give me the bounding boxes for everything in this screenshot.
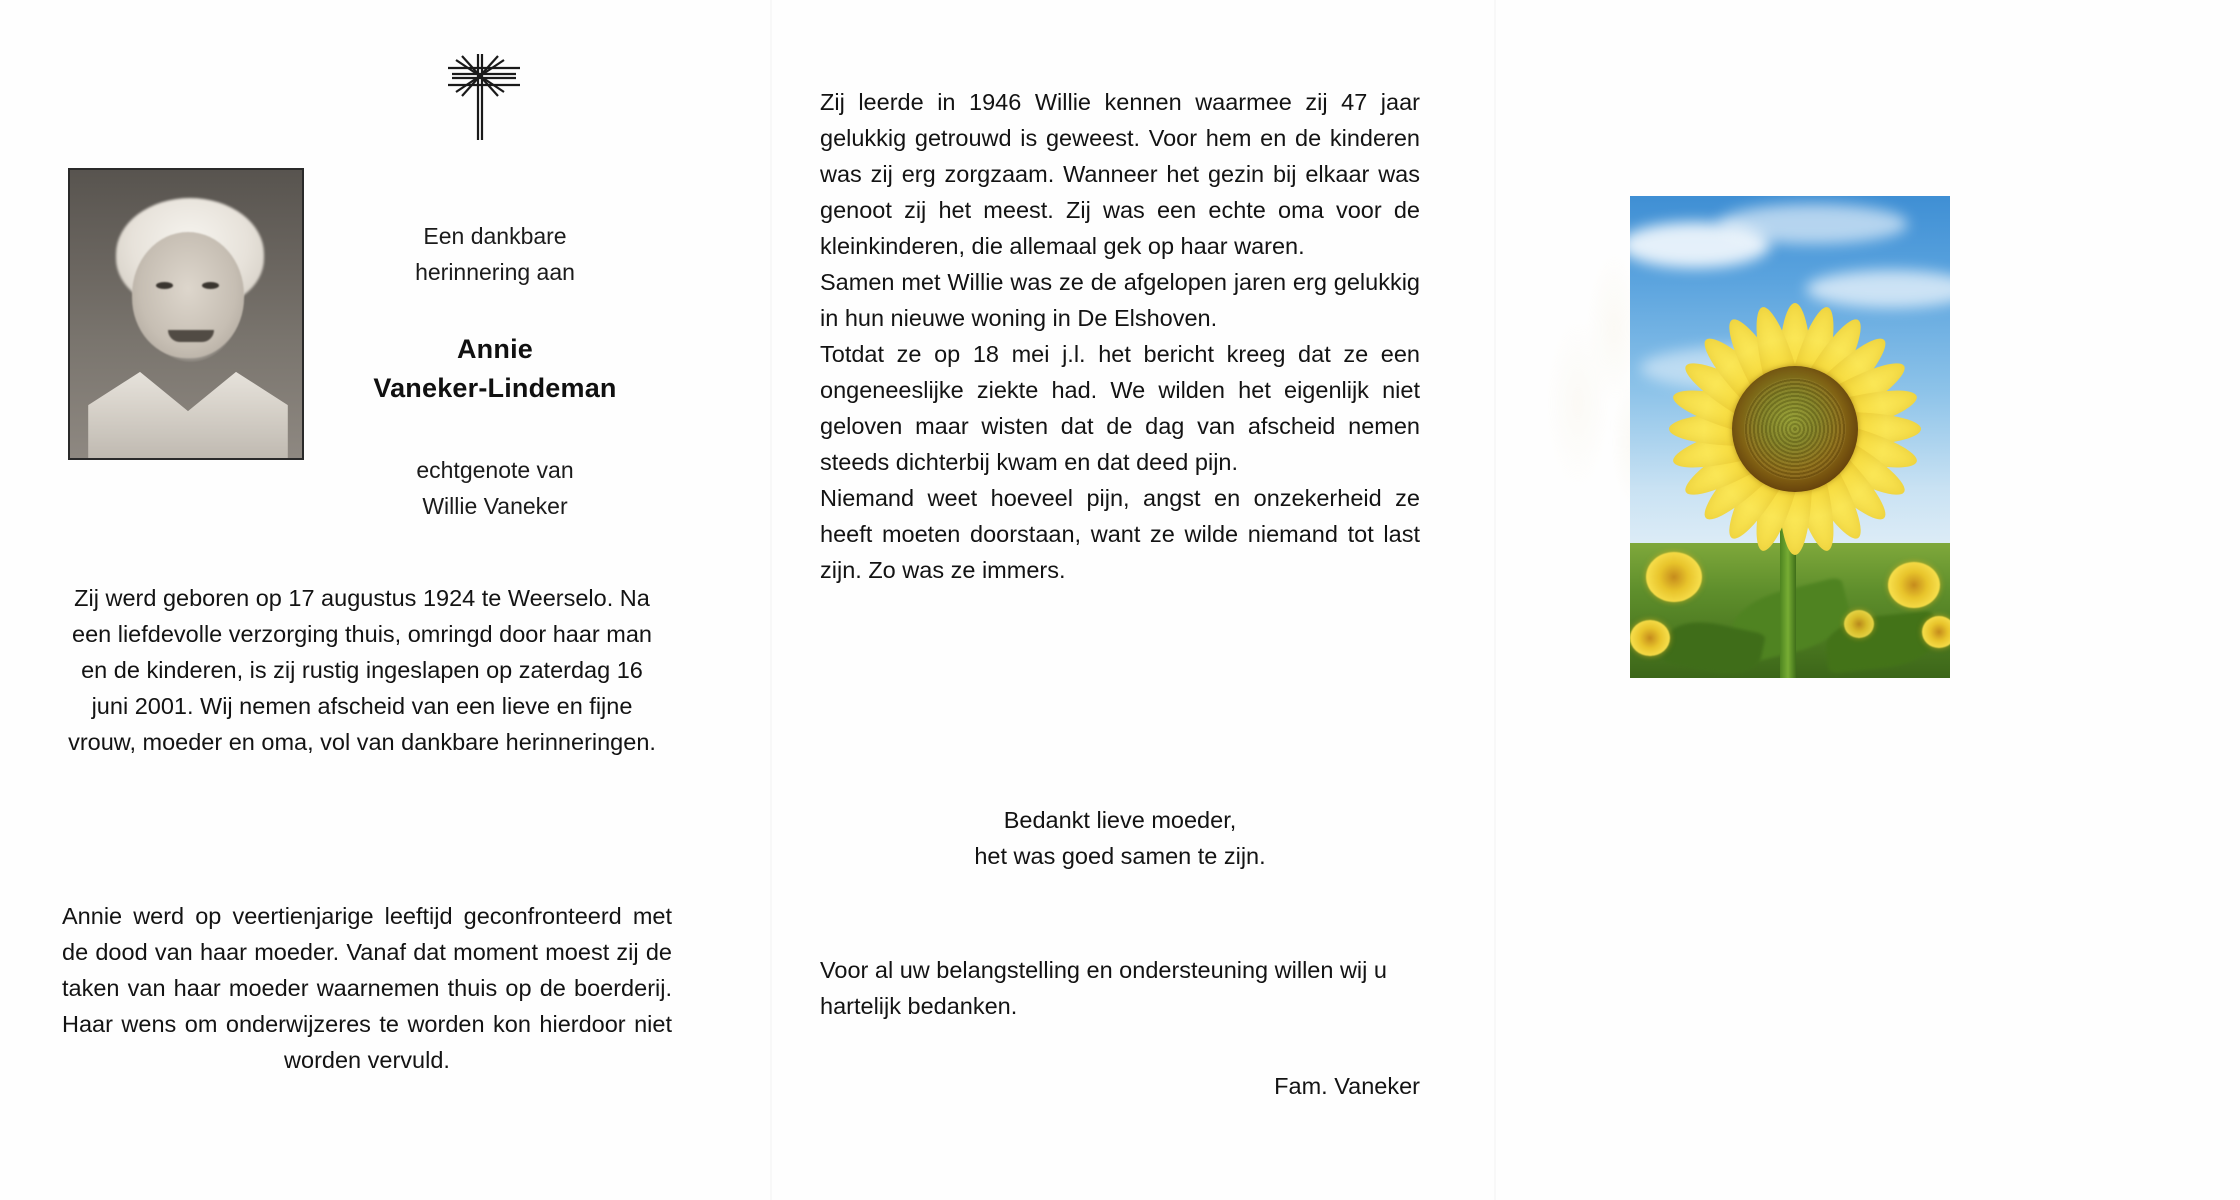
life-paragraph-4: Niemand weet hoeveel pijn, angst en onzekerheid ze heeft moeten doorstaan, want ze wilde niemand tot last zijn. Zo was ze immers. xyxy=(820,485,1420,583)
background-sunflower xyxy=(1646,552,1702,602)
spouse-info xyxy=(330,452,660,524)
sunflower-disc xyxy=(1732,366,1858,492)
life-story xyxy=(820,84,1420,588)
right-panel xyxy=(1496,0,2240,1200)
background-sunflower xyxy=(1844,610,1874,638)
christian-cross-icon xyxy=(430,48,540,143)
portrait-eye-right xyxy=(202,282,219,289)
portrait-collar xyxy=(88,366,288,460)
background-sunflower xyxy=(1888,562,1940,608)
background-sunflower xyxy=(1922,616,1950,648)
spouse-name: Willie Vaneker xyxy=(422,493,568,519)
dedication-line-1: Een dankbare xyxy=(423,223,567,249)
life-paragraph-3: Totdat ze op 18 mei j.l. het bericht kreeg dat ze een ongeneeslijke ziekte had. We wilden het eigenlijk niet geloven maar wisten dat de dag van afscheid nemen steeds dichterbij kwam en dat deed pijn. xyxy=(820,341,1420,475)
life-paragraph-2: Samen met Willie was ze de afgelopen jaren erg gelukkig in hun nieuwe woning in De Elshoven. xyxy=(820,269,1420,331)
life-paragraph-1: Zij leerde in 1946 Willie kennen waarmee zij 47 jaar gelukkig getrouwd is geweest. Voor hem en de kinderen was zij erg zorgzaam. Wanneer het gezin bij elkaar was genoot zij het meest. Zij was een echte oma voor de kleinkinderen, die allemaal gek op haar waren. xyxy=(820,89,1420,259)
portrait-smile xyxy=(168,330,214,342)
name-first: Annie xyxy=(456,334,533,364)
cloud xyxy=(1718,204,1908,244)
spouse-label: echtgenote van xyxy=(416,457,574,483)
family-signature: Fam. Vaneker xyxy=(1274,1073,1420,1099)
paragraph-birth: Zij werd geboren op 17 augustus 1924 te Weerselo. Na een liefdevolle verzorging thuis, omringd door haar man en de kinderen, is zij rustig ingeslapen op zaterdag 16 juni 2001. Wij nemen afscheid van een lieve en fijne vrouw, moeder en oma, vol van dankbare herinneringen. xyxy=(68,585,656,755)
deceased-name xyxy=(300,330,690,408)
name-surname: Vaneker-Lindeman xyxy=(373,373,617,403)
portrait-eye-left xyxy=(156,282,173,289)
closing-message: Voor al uw belangstelling en ondersteuning willen wij u hartelijk bedanken. xyxy=(820,957,1387,1019)
background-sunflower xyxy=(1630,620,1670,656)
portrait-image xyxy=(70,170,302,458)
portrait-photo xyxy=(68,168,304,460)
main-sunflower xyxy=(1666,300,1924,558)
dedication-text xyxy=(330,218,660,290)
thanks-line-2: het was goed samen te zijn. xyxy=(974,843,1266,869)
paragraph-youth: Annie werd op veertienjarige leeftijd geconfronteerd met de dood van haar moeder. Vanaf dat moment moest zij de taken van haar moeder waarnemen thuis op de boerderij. Haar wens om onderwijzeres te worden kon hierdoor niet worden vervuld. xyxy=(62,903,672,1073)
thanks-verse xyxy=(820,802,1420,874)
dedication-line-2: herinnering aan xyxy=(415,259,575,285)
thanks-line-1: Bedankt lieve moeder, xyxy=(1003,807,1237,833)
middle-panel xyxy=(772,0,1494,1200)
sunflower-photo xyxy=(1630,196,1950,678)
left-panel xyxy=(0,0,770,1200)
